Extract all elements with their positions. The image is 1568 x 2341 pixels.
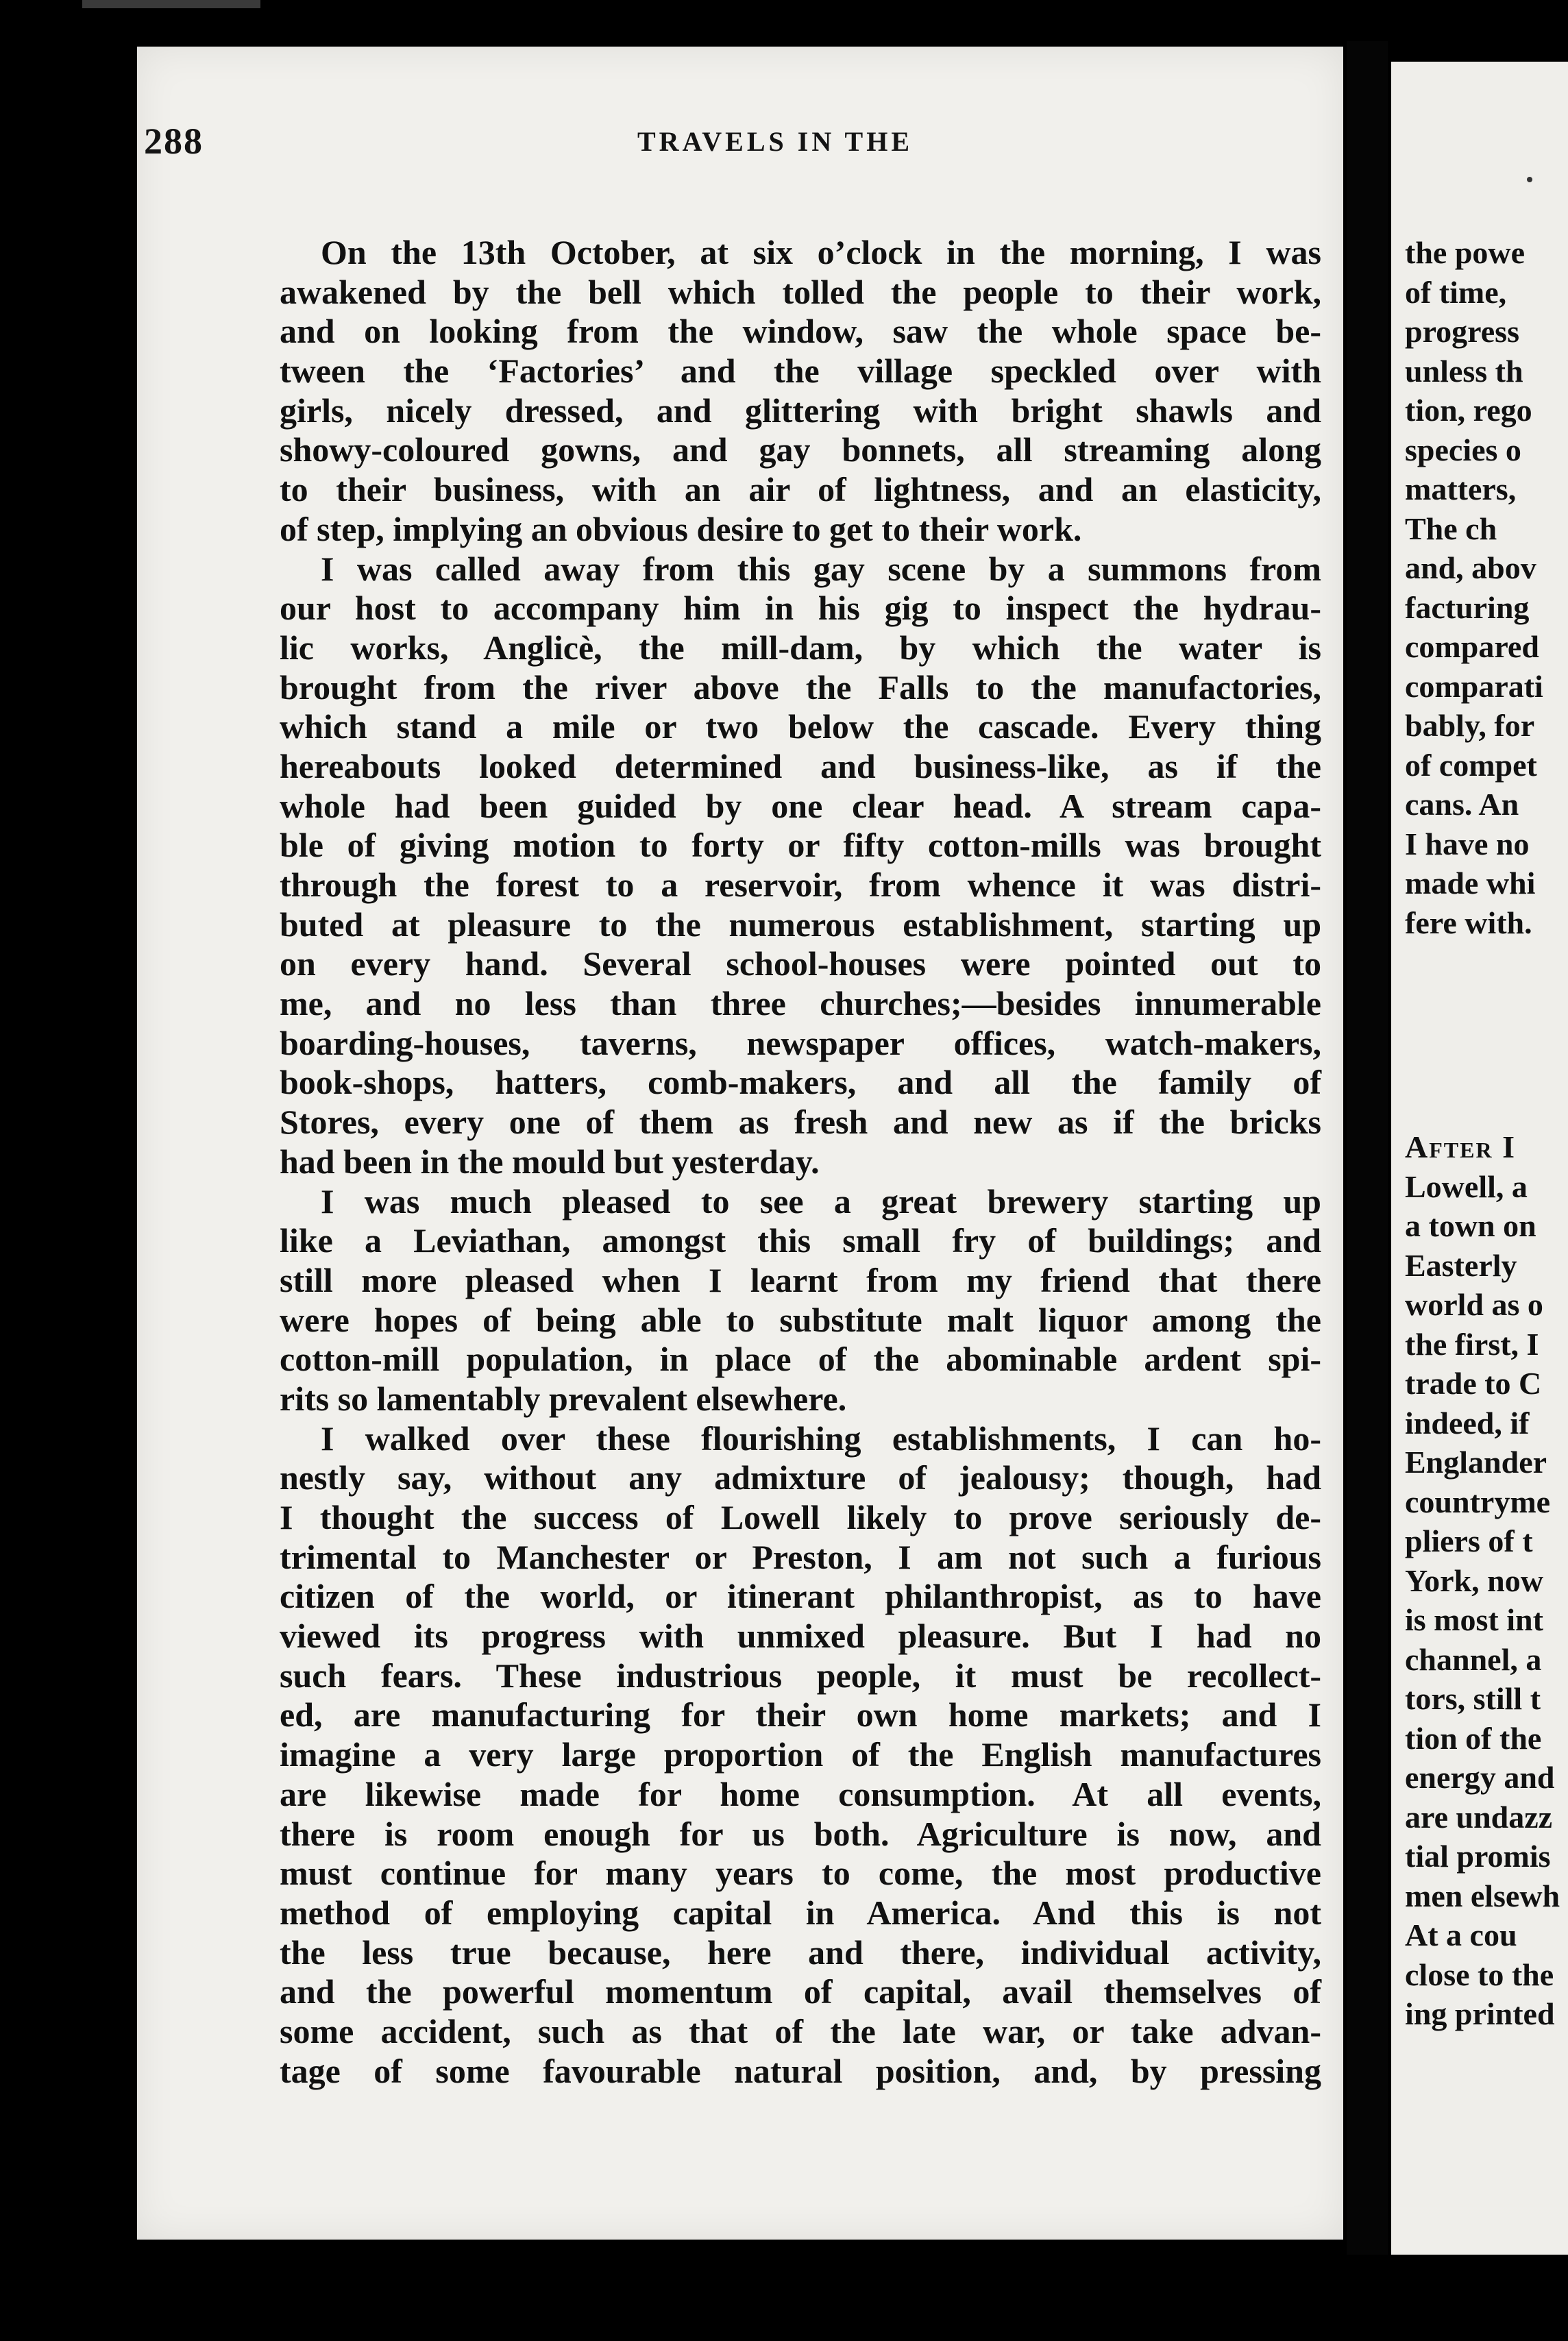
right-text-line: channel, a [1405, 1641, 1542, 1677]
right-text-line: pliers of t [1405, 1523, 1533, 1558]
right-text-line: Easterly [1405, 1247, 1517, 1283]
right-text-line: I have no [1405, 826, 1530, 861]
text-line: awakened by the bell which tolled the people to their work, [280, 272, 1321, 311]
text-line: tween the ‘Factories’ and the village speckled over with [280, 352, 1321, 391]
right-text-line: tors, still t [1405, 1681, 1541, 1716]
text-line: like a Leviathan, amongst this small fry of buildings; and [280, 1221, 1321, 1260]
right-text-line: the first, I [1405, 1326, 1539, 1362]
right-text-line: of time, [1405, 274, 1507, 310]
right-text-line: unless th [1405, 353, 1523, 389]
text-line: tage of some favourable natural position, and, by pressing [280, 2051, 1321, 2090]
text-line: on every hand. Several school-houses were pointed out to [280, 944, 1321, 983]
right-text-line: is most int [1405, 1602, 1543, 1637]
text-line: trimental to Manchester or Preston, I am not such a furious [280, 1537, 1321, 1576]
running-head [144, 120, 1323, 175]
text-line: the less true because, here and there, individual activity, [280, 1933, 1321, 1972]
text-line: some accident, such as that of the late war, or take advan- [280, 2011, 1321, 2050]
text-line: rits so lamentably prevalent elsewhere. [280, 1379, 847, 1418]
book-gutter [1347, 41, 1388, 2255]
text-line: girls, nicely dressed, and glittering with bright shawls and [280, 391, 1321, 430]
right-text-line: and, abov [1405, 550, 1536, 585]
right-text-line: progress [1405, 314, 1519, 349]
text-line: buted at pleasure to the numerous establishment, starting up [280, 905, 1321, 944]
text-line: which stand a mile or two below the cascade. Every thing [280, 707, 1321, 746]
text-line: brought from the river above the Falls to the manufactories, [280, 667, 1321, 707]
right-text-line: tion of the [1405, 1720, 1542, 1756]
text-line: I was much pleased to see a great brewery starting up [321, 1181, 1321, 1221]
right-text-line: of compet [1405, 747, 1537, 783]
text-line: must continue for many years to come, the most productive [280, 1854, 1321, 1893]
text-line: I thought the success of Lowell likely to prove seriously de- [280, 1498, 1321, 1536]
right-text-line: tion, rego [1405, 393, 1532, 428]
text-line: Stores, every one of them as fresh and new as if the bricks [280, 1103, 1321, 1142]
text-line: nestly say, without any admixture of jealousy; though, had [280, 1458, 1321, 1497]
right-text-line: men elsewh [1405, 1878, 1560, 1913]
right-text-line: tial promis [1405, 1839, 1551, 1874]
running-title: TRAVELS IN THE [637, 126, 913, 157]
text-line: whole had been guided by one clear head. A stream capa- [280, 786, 1321, 825]
text-line: book-shops, hatters, comb-makers, and all the family of [280, 1063, 1321, 1102]
right-text-line: made whi [1405, 866, 1536, 900]
text-line: of step, implying an obvious desire to get to their work. [280, 509, 1082, 548]
text-line: showy-coloured gowns, and gay bonnets, all streaming along [280, 430, 1321, 469]
text-line: had been in the mould but yesterday. [280, 1142, 820, 1181]
right-text-line: compared [1405, 629, 1539, 664]
text-line: ed, are manufacturing for their own home markets; and I [280, 1695, 1321, 1735]
text-line: viewed its progress with unmixed pleasure. But I had no [280, 1617, 1321, 1656]
right-text-line: indeed, if [1405, 1405, 1530, 1441]
right-text-line: countryme [1405, 1484, 1551, 1519]
right-text-line: world as o [1405, 1287, 1543, 1322]
right-text-line: a town on [1405, 1208, 1536, 1243]
text-line: through the forest to a reservoir, from whence it was distri- [280, 866, 1321, 904]
right-text-line: After I [1405, 1129, 1516, 1164]
text-line: boarding-houses, taverns, newspaper offices, watch-makers, [280, 1023, 1321, 1062]
text-line: hereabouts looked determined and business-like, as if the [280, 746, 1321, 785]
text-line: such fears. These industrious people, it must be recollect- [280, 1656, 1321, 1695]
right-text-line: are undazz [1405, 1799, 1553, 1835]
right-text-line: Englander [1405, 1445, 1547, 1480]
right-page-fragment [1391, 62, 1568, 2255]
right-text-line: energy and [1405, 1760, 1555, 1795]
text-line: cotton-mill population, in place of the abominable ardent spi- [280, 1340, 1321, 1379]
text-line: there is room enough for us both. Agriculture is now, and [280, 1814, 1321, 1853]
page-number: 288 [144, 121, 204, 162]
text-line: lic works, Anglicè, the mill-dam, by which the water is [280, 628, 1321, 667]
right-text-line: bably, for [1405, 708, 1535, 743]
right-text-line: cans. An [1405, 787, 1519, 822]
text-line: I was called away from this gay scene by a summons from [321, 549, 1321, 588]
right-text-line: species o [1405, 432, 1521, 467]
scan-speck [1527, 177, 1532, 182]
text-line: still more pleased when I learnt from my friend that there [280, 1260, 1321, 1299]
right-text-line: facturing [1405, 589, 1530, 625]
right-text-line: comparati [1405, 668, 1543, 704]
right-text-line: matters, [1405, 471, 1517, 506]
right-text-line: York, now [1405, 1562, 1543, 1598]
text-line: imagine a very large proportion of the English manufactures [280, 1735, 1321, 1774]
scan-edge-top [82, 0, 260, 8]
text-line: On the 13th October, at six o’clock in the morning, I was [321, 233, 1321, 271]
text-line: our host to accompany him in his gig to inspect the hydrau- [280, 589, 1321, 628]
text-line: ble of giving motion to forty or fifty cotton-mills was brought [280, 826, 1321, 865]
right-text-line: the powe [1405, 235, 1526, 270]
right-text-line: The ch [1405, 511, 1497, 546]
text-line: to their business, with an air of lightness, and an elasticity, [280, 470, 1321, 509]
right-text-line: fere with. [1405, 905, 1532, 940]
text-line: citizen of the world, or itinerant philanthropist, as to have [280, 1577, 1321, 1616]
text-line: were hopes of being able to substitute malt liquor among the [280, 1300, 1321, 1339]
text-line: I walked over these flourishing establishments, I can ho- [321, 1419, 1321, 1458]
text-line: are likewise made for home consumption. At all events, [280, 1774, 1321, 1813]
text-line: and the powerful momentum of capital, avail themselves of [280, 1972, 1321, 2011]
right-text-line: trade to C [1405, 1366, 1542, 1401]
text-line: method of employing capital in America. And this is not [280, 1893, 1321, 1932]
right-text-line: Lowell, a [1405, 1168, 1528, 1204]
text-line: and on looking from the window, saw the whole space be- [280, 312, 1321, 351]
main-text-block [280, 233, 1321, 2091]
right-text-line: At a cou [1405, 1917, 1517, 1952]
right-text-line: ing printed [1405, 1996, 1555, 2031]
text-line: me, and no less than three churches;—besides innumerable [280, 984, 1321, 1023]
right-page-text [1405, 233, 1568, 2034]
chapter-break [1405, 942, 1568, 1127]
right-text-line: close to the [1405, 1957, 1554, 1992]
